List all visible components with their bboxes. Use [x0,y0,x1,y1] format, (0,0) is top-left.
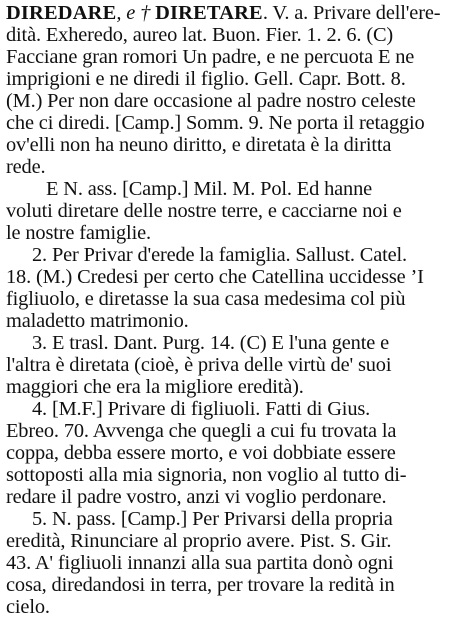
section-line: E N. ass. [Camp.] Mil. M. Pol. Ed hanne [46,178,373,200]
definition-line: Facciane gran romori Un padre, e ne percuota E ne [6,46,415,68]
definition-line: imprigioni e ne diredi il figlio. Gell. Capr. Bott. 8. [6,68,406,90]
section-line: redare il padre vostro, anzi vi voglio perdonare. [6,486,387,508]
definition-line: rede. [6,156,46,178]
headword-variant-prefix: , e † [116,2,156,24]
headword: DIREDARE [6,2,117,24]
headword-variant: DIRETARE [155,2,263,24]
section-line: cosa, diredandosi in terra, per trovare la redità in [6,574,395,596]
section-line: le nostre famiglie. [6,222,151,244]
definition-line: che ci diredi. [Camp.] Somm. 9. Ne porta il retaggio [6,112,425,134]
section-line: 2. Per Privar d'erede la famiglia. Sallust. Catel. [32,244,407,266]
section-line: coppa, debba essere morto, e voi dobbiate essere [6,442,396,464]
section-line: cielo. [6,596,50,618]
section-line: l'altra è diretata (cioè, è priva delle virtù de' suoi [6,354,392,376]
section-line: 4. [M.F.] Privare di figliuoli. Fatti di Gius. [32,398,371,420]
definition-line: dità. Exheredo, aureo lat. Buon. Fier. 1. 2. 6. (C) [6,24,394,46]
entry-first-line [6,2,456,24]
section-line: 43. A' figliuoli innanzi alla sua partita donò ogni [6,552,394,574]
definition-line: ov'elli non ha neuno diritto, e diretata è la diritta [6,134,392,156]
definition-line: (M.) Per non dare occasione al padre nostro celeste [6,90,416,112]
section-line: 5. N. pass. [Camp.] Per Privarsi della propria [32,508,393,530]
section-line: eredità, Rinunciare al proprio avere. Pist. S. Gir. [6,530,392,552]
section-line: maggiori che era la migliore eredità). [6,376,304,398]
section-line: voluti diretare delle nostre terre, e cacciarne noi e [6,200,402,222]
section-line: 18. (M.) Credesi per certo che Catellina uccidesse ’I [6,266,424,288]
section-line: figliuolo, e diretasse la sua casa medesima col più [6,288,406,310]
section-line: 3. E trasl. Dant. Purg. 14. (C) E l'una gente e [32,332,389,354]
section-line: sottoposti alla mia signoria, non voglio al tutto di- [6,464,407,486]
section-line: maladetto matrimonio. [6,310,189,332]
section-line: Ebreo. 70. Avvenga che quegli a cui fu trovata la [6,420,397,442]
definition-line: . V. a. Privare dell'ere- [262,2,441,24]
